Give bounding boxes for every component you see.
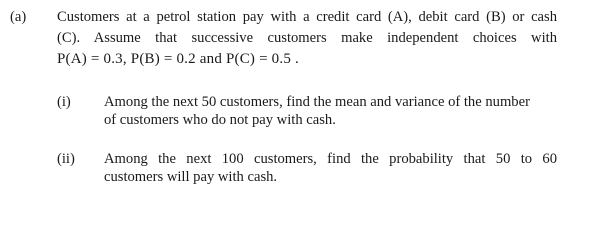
intro-probabilities: P(A) = 0.3, P(B) = 0.2 and P(C) = 0.5 . — [57, 51, 299, 67]
question-label: (a) — [10, 9, 27, 25]
part-i-line-1: Among the next 50 customers, find the mean and variance of the number — [104, 94, 530, 110]
part-ii-line-2: customers will pay with cash. — [104, 169, 278, 185]
part-i-label: (i) — [57, 94, 71, 110]
intro-line-1: Customers at a petrol station pay with a credit card (A), debit card (B) or cash — [57, 9, 557, 25]
part-ii-line-1: Among the next 100 customers, find the probability that 50 to 60 — [104, 151, 557, 167]
intro-line-2: (C). Assume that successive customers make independent choices with — [57, 30, 557, 46]
part-ii-label: (ii) — [57, 151, 75, 167]
part-i-line-2: of customers who do not pay with cash. — [104, 112, 336, 128]
